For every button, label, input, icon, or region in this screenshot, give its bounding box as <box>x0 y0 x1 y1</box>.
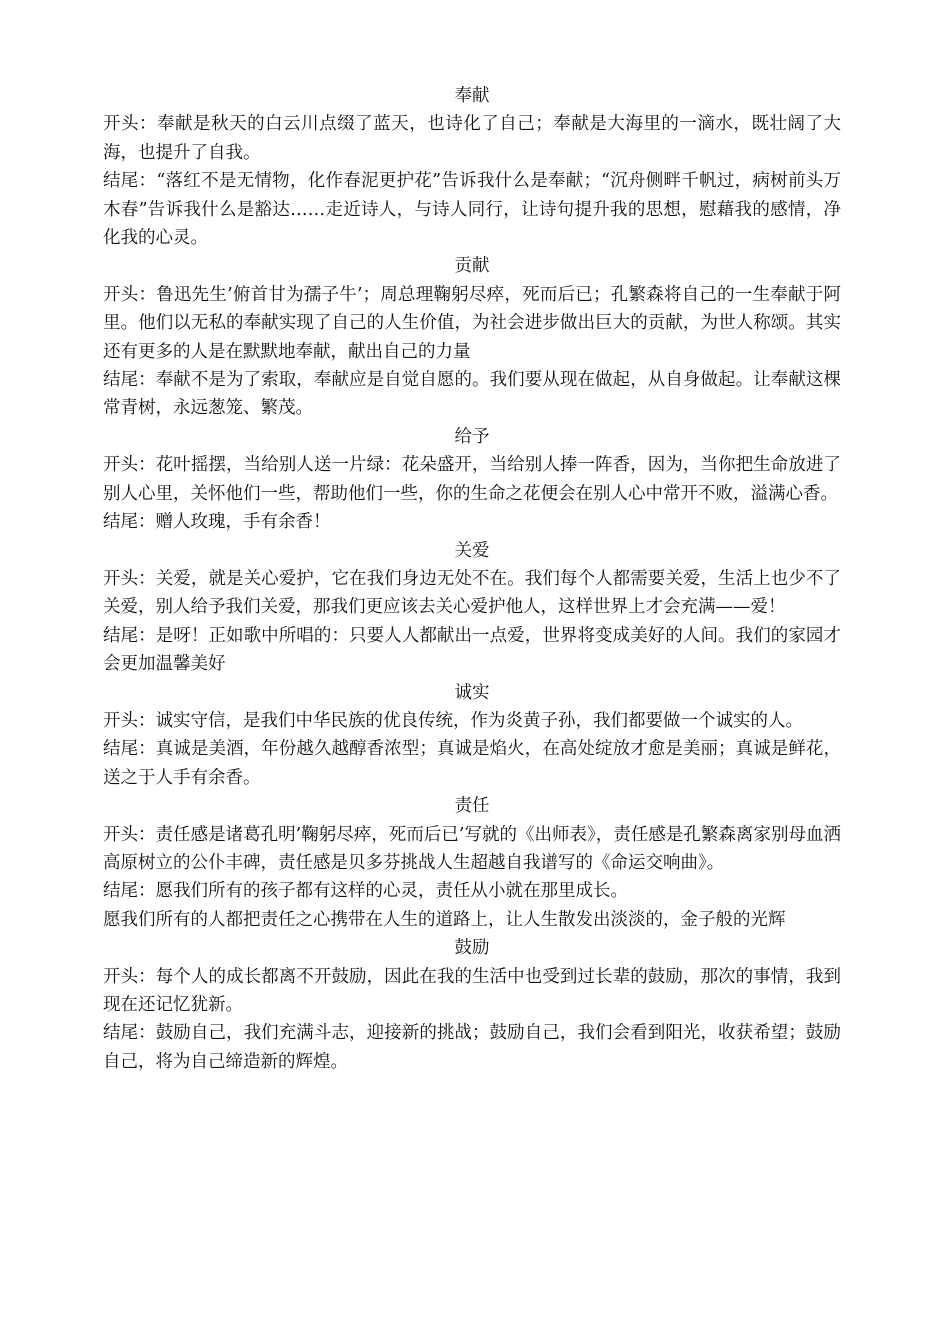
opening-paragraph: 开头：责任感是诸葛孔明’鞠躬尽瘁，死而后已’写就的《出师表》，责任感是孔繁森离家别母血洒高原树立的公仆丰碑，责任感是贝多芬挑战人生超越自我谱写的《命运交响曲》。 <box>103 824 841 873</box>
ending-paragraph: 结尾：奉献不是为了索取，奉献应是自觉自愿的。我们要从现在做起，从自身做起。让奉献这棵常青树，永远葱笼、繁茂。 <box>103 370 841 419</box>
ending-paragraph: 结尾：鼓励自己，我们充满斗志，迎接新的挑战；鼓励自己，我们会看到阳光，收获希望；鼓励自己，将为自己缔造新的辉煌。 <box>103 1023 841 1072</box>
section-care <box>103 537 841 679</box>
section-title: 给予 <box>454 426 490 447</box>
opening-paragraph: 开头：诚实守信，是我们中华民族的优良传统，作为炎黄子孙，我们都要做一个诚实的人。 <box>103 710 803 731</box>
section-title: 关爱 <box>454 540 490 561</box>
section-title: 责任 <box>454 796 490 817</box>
section-title: 诚实 <box>454 682 490 703</box>
ending-paragraph: 结尾：“落红不是无情物，化作春泥更护花”告诉我什么是奉献；“沉舟侧畔千帆过，病树前头万木春”告诉我什么是豁达……走近诗人，与诗人同行，让诗句提升我的思想，慰藉我的感情，净化我的心灵。 <box>103 171 841 249</box>
ending-paragraph: 结尾：赠人玫瑰，手有余香！ <box>103 512 331 533</box>
section-title: 奉献 <box>454 86 490 106</box>
ending-paragraph: 结尾：是呀！正如歌中所唱的：只要人人都献出一点爱，世界将变成美好的人间。我们的家园才会更加温馨美好 <box>103 625 841 675</box>
ending-paragraph: 结尾：愿我们所有的孩子都有这样的心灵，责任从小就在那里成长。 <box>103 881 628 902</box>
ending-continuation-paragraph: 愿我们所有的人都把责任之心携带在人生的道路上，让人生散发出淡淡的，金子般的光辉 <box>103 909 786 930</box>
section-dedication <box>103 82 841 252</box>
opening-paragraph: 开头：奉献是秋天的白云川点缀了蓝天，也诗化了自己；奉献是大海里的一滴水，既壮阔了大海，也提升了自我。 <box>103 114 841 163</box>
opening-paragraph: 开头：花叶摇摆，当给别人送一片绿：花朵盛开，当给别人捧一阵香，因为，当你把生命放进了别人心里，关怀他们一些，帮助他们一些，你的生命之花便会在别人心中常开不败，溢满心香。 <box>103 455 841 504</box>
opening-paragraph: 开头：每个人的成长都离不开鼓励，因此在我的生活中也受到过长辈的鼓励，那次的事情，我到现在还记忆犹新。 <box>103 966 841 1015</box>
section-contribution <box>103 252 841 422</box>
section-giving <box>103 423 841 537</box>
section-encouragement <box>103 934 841 1076</box>
section-honesty <box>103 679 841 793</box>
document-page <box>103 82 841 1076</box>
section-responsibility <box>103 792 841 934</box>
ending-paragraph: 结尾：真诚是美酒，年份越久越醇香浓型；真诚是焰火，在高处绽放才愈是美丽；真诚是鲜花，送之于人手有余香。 <box>103 739 841 788</box>
section-title: 鼓励 <box>454 938 490 959</box>
section-title: 贡献 <box>454 256 490 277</box>
opening-paragraph: 开头：关爱，就是关心爱护，它在我们身边无处不在。我们每个人都需要关爱，生活上也少不了关爱，别人给予我们关爱，那我们更应该去关心爱护他人，这样世界上才会充满——爱！ <box>103 568 841 618</box>
opening-paragraph: 开头：鲁迅先生’俯首甘为孺子牛’；周总理鞠躬尽瘁，死而后已；孔繁森将自己的一生奉献于阿里。他们以无私的奉献实现了自己的人生价值，为社会进步做出巨大的贡献，为世人称颂。其实还有更多的人是在默默地奉献，献出自己的力量 <box>103 284 841 362</box>
